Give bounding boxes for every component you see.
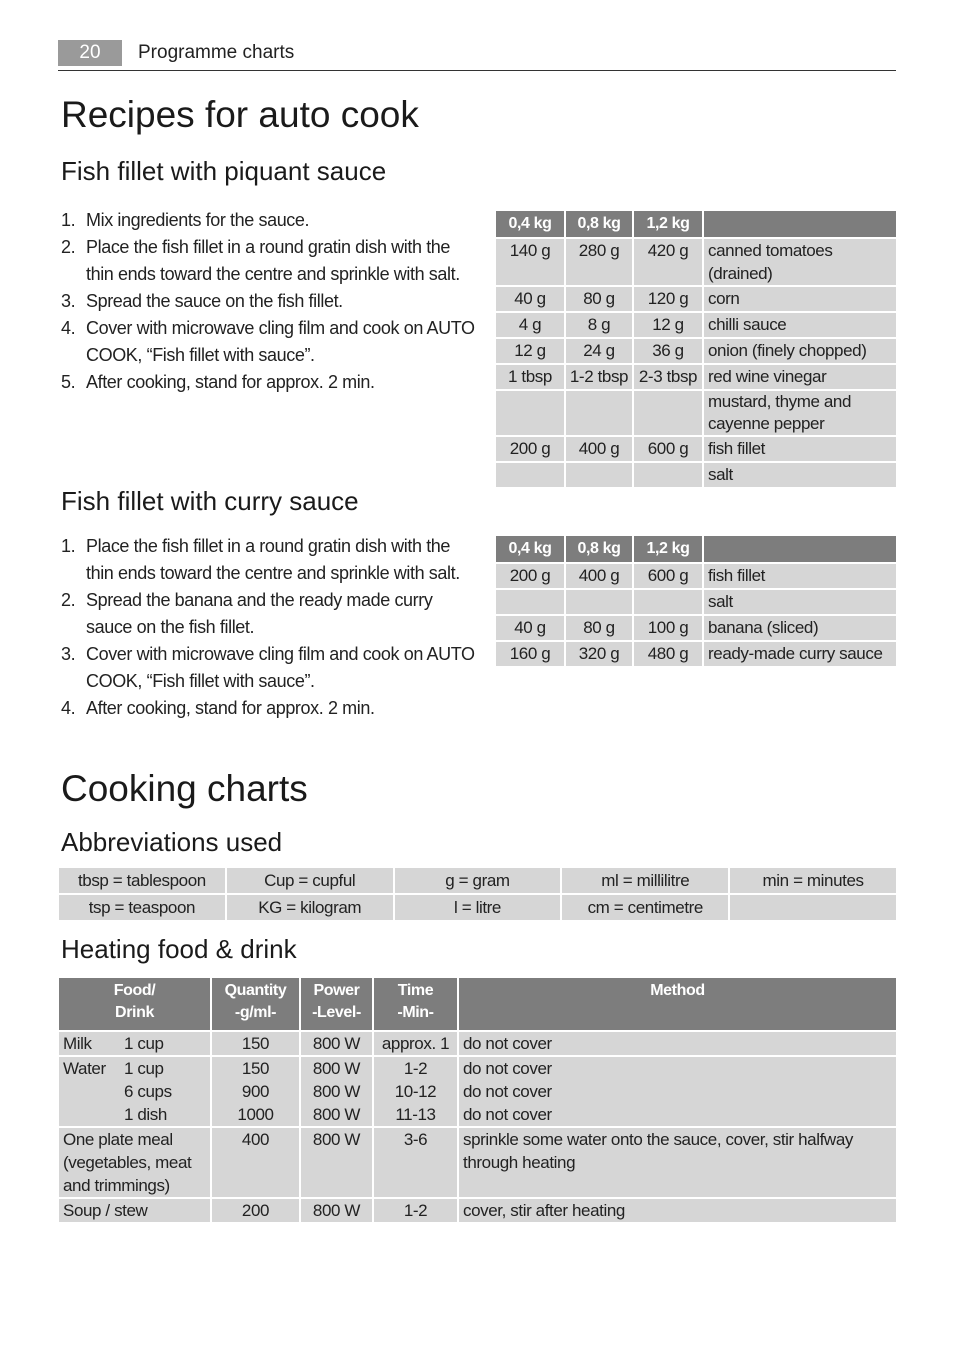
table-cell: [496, 391, 564, 435]
header-cell: 0,8 kg: [566, 211, 632, 237]
list-item: 2. Spread the banana and the ready made curry sauce on the fish fillet.: [61, 590, 433, 637]
table-cell: 200: [212, 1199, 299, 1222]
table-row: [59, 868, 896, 893]
step-text: After cooking, stand for approx. 2 min.: [86, 698, 375, 718]
table-cell: cover, stir after heating: [459, 1199, 896, 1222]
recipes-heading: Recipes for auto cook: [61, 94, 419, 135]
piquant-steps: [61, 207, 479, 396]
table-cell: [496, 463, 564, 487]
table-cell: 160 g: [496, 642, 564, 666]
table-cell: red wine vinegar: [704, 365, 896, 389]
list-item: 5. After cooking, stand for approx. 2 min.: [61, 372, 375, 392]
piquant-heading: Fish fillet with piquant sauce: [61, 156, 387, 186]
table-cell: KG = kilogram: [227, 895, 393, 920]
page-number: 20: [58, 40, 122, 66]
table-cell: [566, 463, 632, 487]
table-cell: 40 g: [496, 616, 564, 640]
table-cell: 4 g: [496, 313, 564, 337]
header-quantity: Quantity -g/ml-: [212, 978, 299, 1030]
table-row: [496, 590, 896, 614]
table-cell: 150: [212, 1032, 299, 1055]
table-cell: salt: [704, 590, 896, 614]
table-cell: chilli sauce: [704, 313, 896, 337]
table-row: [496, 564, 896, 588]
table-cell: ready-made curry sauce: [704, 642, 896, 666]
table-cell: tsp = teaspoon: [59, 895, 225, 920]
header-power: Power -Level-: [301, 978, 372, 1030]
table-cell: fish fillet: [704, 564, 896, 588]
table-cell: salt: [704, 463, 896, 487]
table-cell: 3-6: [374, 1128, 457, 1197]
table-cell: banana (sliced): [704, 616, 896, 640]
step-text: Spread the banana and the ready made curry sauce on the fish fillet.: [86, 590, 433, 637]
table-cell: Cup = cupful: [227, 868, 393, 893]
header-cell: 0,4 kg: [496, 211, 564, 237]
curry-steps: [61, 533, 479, 722]
step-text: Cover with microwave cling film and cook on AUTO COOK, “Fish fillet with sauce”.: [86, 644, 475, 691]
table-cell: 80 g: [566, 616, 632, 640]
table-cell: 200 g: [496, 564, 564, 588]
table-cell: 1-2: [374, 1199, 457, 1222]
table-cell: [730, 895, 896, 920]
list-item: 3. Spread the sauce on the fish fillet.: [61, 291, 343, 311]
table-row: [59, 1199, 896, 1222]
header-cell: 0,4 kg: [496, 536, 564, 562]
list-item: 3. Cover with microwave cling film and cook on AUTO COOK, “Fish fillet with sauce”.: [61, 644, 475, 691]
curry-ingredients-table: [494, 534, 898, 668]
table-cell: 280 g: [566, 239, 632, 285]
table-cell: [496, 590, 564, 614]
table-cell: 800 W: [301, 1199, 372, 1222]
step-text: Cover with microwave cling film and cook on AUTO COOK, “Fish fillet with sauce”.: [86, 318, 475, 365]
table-cell: Soup / stew: [59, 1199, 210, 1222]
step-text: Mix ingredients for the sauce.: [86, 210, 310, 230]
table-cell: canned tomatoes (drained): [704, 239, 896, 285]
step-text: After cooking, stand for approx. 2 min.: [86, 372, 375, 392]
page-header: [58, 40, 896, 71]
table-header-row: [59, 978, 896, 1030]
table-cell: 1 tbsp: [496, 365, 564, 389]
list-item: 2. Place the fish fillet in a round gratin dish with the thin ends toward the centre and sprinkle with salt.: [61, 237, 460, 284]
table-cell: 800 W: [301, 1128, 372, 1197]
table-row: [496, 616, 896, 640]
table-cell: 100 g: [634, 616, 702, 640]
list-item: 4. After cooking, stand for approx. 2 min.: [61, 698, 375, 718]
curry-heading: Fish fillet with curry sauce: [61, 486, 359, 516]
table-cell: 600 g: [634, 437, 702, 461]
table-cell: 200 g: [496, 437, 564, 461]
table-cell: 150 900 1000: [212, 1057, 299, 1126]
table-cell: 36 g: [634, 339, 702, 363]
table-row: [496, 463, 896, 487]
list-item: 4. Cover with microwave cling film and cook on AUTO COOK, “Fish fillet with sauce”.: [61, 318, 475, 365]
table-row: [496, 239, 896, 285]
section-title: Programme charts: [138, 42, 295, 63]
table-cell: fish fillet: [704, 437, 896, 461]
table-cell: do not cover do not cover do not cover: [459, 1057, 896, 1126]
heating-table: [57, 976, 898, 1224]
table-cell: 400 g: [566, 437, 632, 461]
table-cell: 8 g: [566, 313, 632, 337]
table-cell: [566, 391, 632, 435]
header-method: Method: [459, 978, 896, 1030]
table-cell: 1-2 10-12 11-13: [374, 1057, 457, 1126]
table-cell: g = gram: [395, 868, 561, 893]
table-cell: do not cover: [459, 1032, 896, 1055]
table-cell: ml = millilitre: [562, 868, 728, 893]
list-item: 1. Place the fish fillet in a round gratin dish with the thin ends toward the centre and sprinkle with salt.: [61, 536, 460, 583]
table-cell: approx. 1: [374, 1032, 457, 1055]
table-cell: [566, 590, 632, 614]
table-cell: 1-2 tbsp: [566, 365, 632, 389]
step-text: Place the fish fillet in a round gratin dish with the thin ends toward the centre and sprinkle with salt.: [86, 237, 460, 284]
table-cell: onion (finely chopped): [704, 339, 896, 363]
table-row: [59, 1128, 896, 1197]
table-cell: 12 g: [496, 339, 564, 363]
table-cell: 400 g: [566, 564, 632, 588]
table-cell: mustard, thyme and cayenne pepper: [704, 391, 896, 435]
table-row: [59, 895, 896, 920]
table-row: [496, 642, 896, 666]
table-row: [59, 1032, 896, 1055]
table-cell: 120 g: [634, 287, 702, 311]
header-cell: 1,2 kg: [634, 211, 702, 237]
table-cell: 800 W 800 W 800 W: [301, 1057, 372, 1126]
table-cell: 140 g: [496, 239, 564, 285]
table-cell: cm = centimetre: [562, 895, 728, 920]
table-cell: [634, 590, 702, 614]
header-cell: 0,8 kg: [566, 536, 632, 562]
table-cell: 24 g: [566, 339, 632, 363]
table-row: [496, 437, 896, 461]
table-cell: l = litre: [395, 895, 561, 920]
table-cell: [634, 391, 702, 435]
header-cell: 1,2 kg: [634, 536, 702, 562]
table-cell: One plate meal (vegetables, meat and trimmings): [59, 1128, 210, 1197]
table-cell: [634, 463, 702, 487]
table-header-row: [496, 211, 896, 237]
table-row: [496, 313, 896, 337]
table-row: [59, 1057, 896, 1126]
table-cell: 400: [212, 1128, 299, 1197]
header-food: Food/ Drink: [59, 978, 210, 1030]
table-cell: 12 g: [634, 313, 702, 337]
list-item: 1. Mix ingredients for the sauce.: [61, 210, 310, 230]
table-cell: 320 g: [566, 642, 632, 666]
table-cell: 2-3 tbsp: [634, 365, 702, 389]
abbreviations-heading: Abbreviations used: [61, 827, 283, 857]
piquant-ingredients-table: [494, 209, 898, 489]
heating-heading: Heating food & drink: [61, 934, 297, 964]
table-cell: sprinkle some water onto the sauce, cover, stir halfway through heating: [459, 1128, 896, 1197]
table-row: [496, 391, 896, 435]
table-cell: 800 W: [301, 1032, 372, 1055]
table-cell: min = minutes: [730, 868, 896, 893]
table-cell: Milk 1 cup: [59, 1032, 210, 1055]
header-cell: [704, 536, 896, 562]
header-time: Time -Min-: [374, 978, 457, 1030]
table-cell: Water 1 cup 6 cups 1 dish: [59, 1057, 210, 1126]
table-cell: 600 g: [634, 564, 702, 588]
table-cell: 480 g: [634, 642, 702, 666]
table-row: [496, 339, 896, 363]
table-row: [496, 287, 896, 311]
table-cell: corn: [704, 287, 896, 311]
step-text: Place the fish fillet in a round gratin dish with the thin ends toward the centre and sprinkle with salt.: [86, 536, 460, 583]
table-row: [496, 365, 896, 389]
header-cell: [704, 211, 896, 237]
table-cell: tbsp = tablespoon: [59, 868, 225, 893]
table-cell: 80 g: [566, 287, 632, 311]
table-header-row: [496, 536, 896, 562]
step-text: Spread the sauce on the fish fillet.: [86, 291, 343, 311]
table-cell: 40 g: [496, 287, 564, 311]
abbreviations-table: [57, 866, 898, 922]
cooking-charts-heading: Cooking charts: [61, 768, 308, 809]
table-cell: 420 g: [634, 239, 702, 285]
